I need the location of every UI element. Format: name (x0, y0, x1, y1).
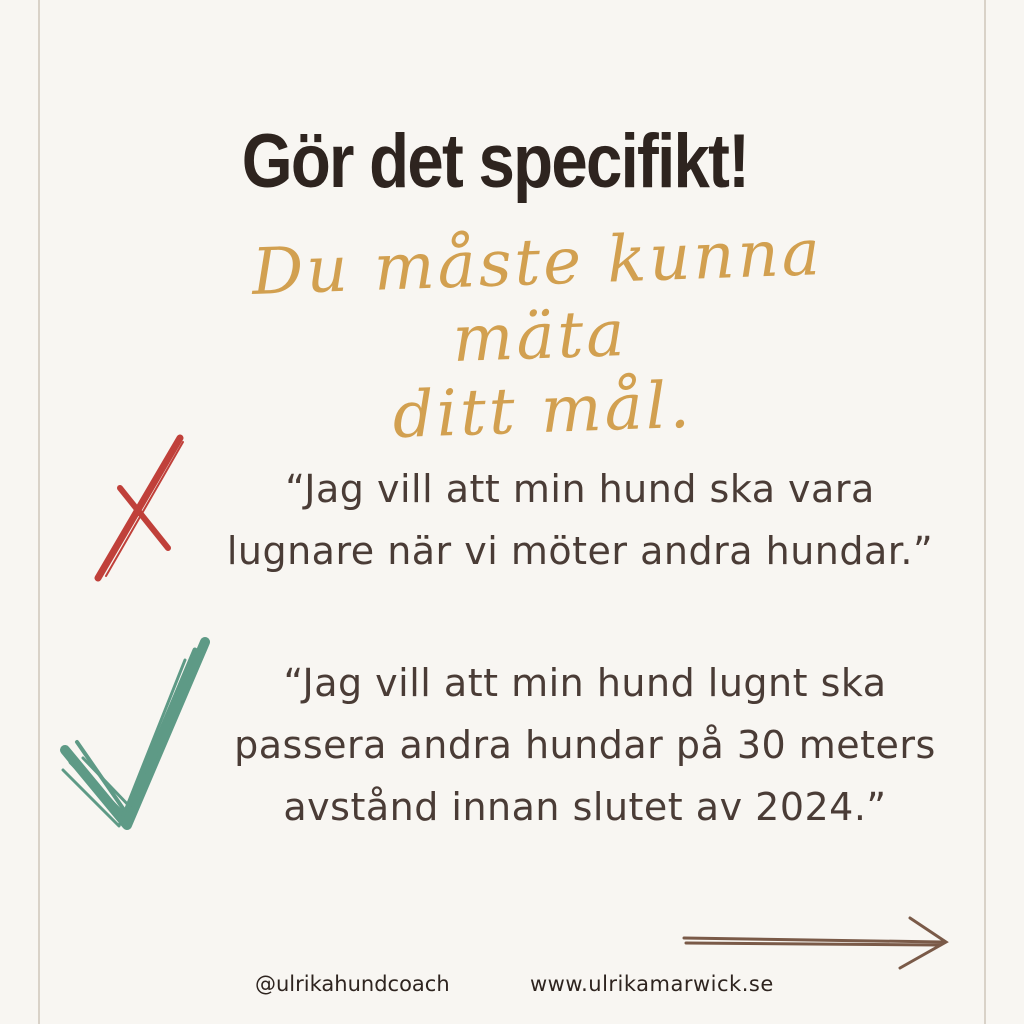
good-example-line-3: avstånd innan slutet av 2024.” (283, 785, 887, 829)
next-arrow-icon[interactable] (680, 912, 955, 972)
good-example-line-1: “Jag vill att min hund lugnt ska (283, 661, 887, 705)
right-border-line (984, 0, 986, 1024)
bad-example-line-2: lugnare när vi möter andra hundar.” (226, 529, 934, 573)
good-example-line-2: passera andra hundar på 30 meters (234, 723, 936, 767)
subtitle (176, 214, 903, 461)
bad-example-line-1: “Jag vill att min hund ska vara (285, 467, 875, 511)
page-title: Gör det specifikt! (241, 119, 749, 204)
subtitle-line-2: ditt mål. (391, 368, 694, 454)
website-link[interactable]: www.ulrikamarwick.se (530, 972, 774, 996)
good-example-quote (170, 652, 1000, 838)
social-handle[interactable]: @ulrikahundcoach (255, 972, 450, 996)
subtitle-line-1: Du måste kunna mäta (250, 216, 825, 378)
bad-example-quote (200, 458, 960, 582)
cross-icon (88, 430, 198, 585)
